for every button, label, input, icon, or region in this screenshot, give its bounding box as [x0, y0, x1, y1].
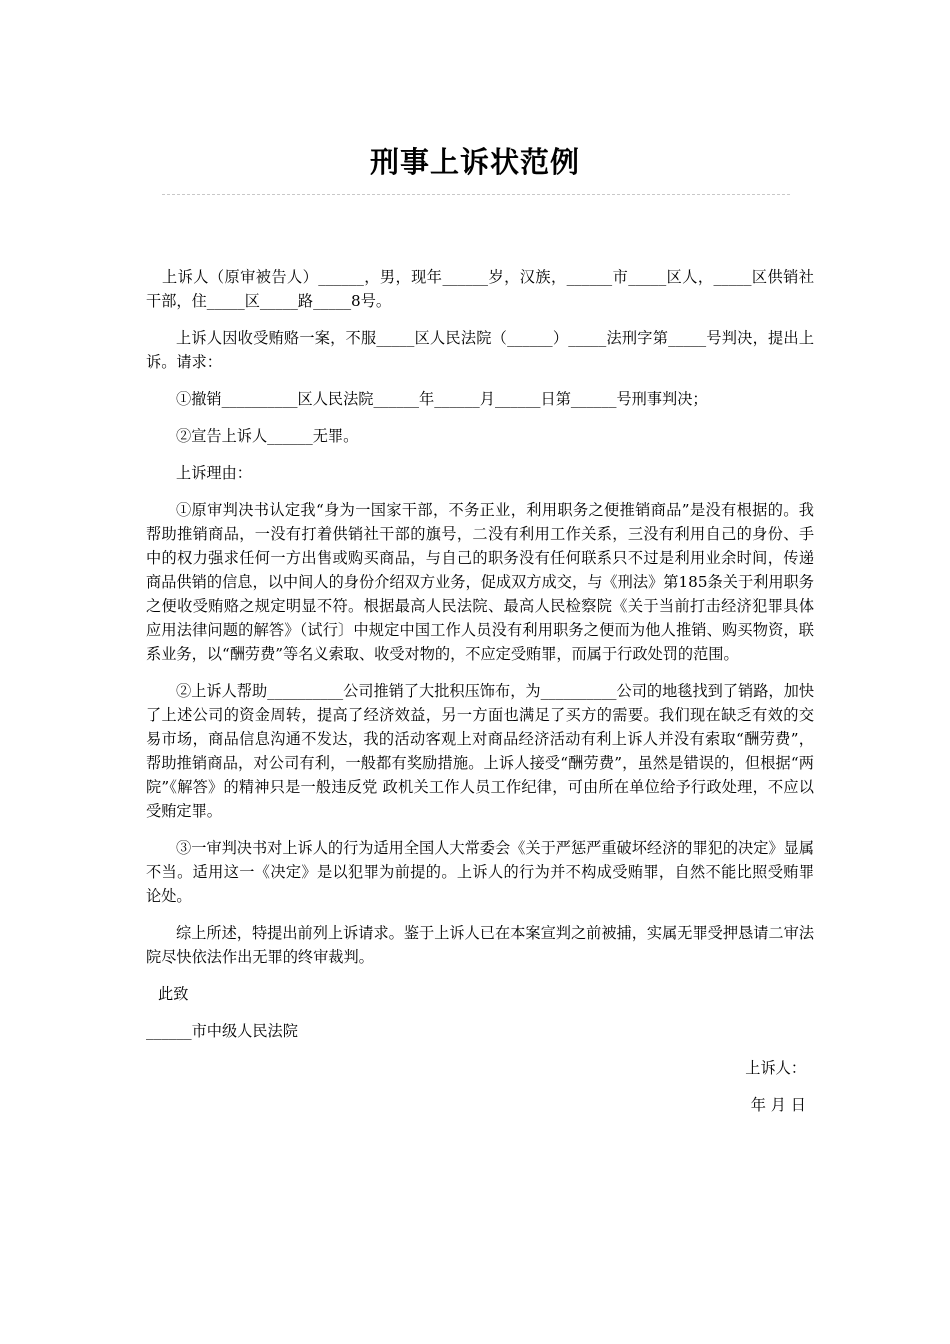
appeal-case-paragraph: 上诉人因收受贿赂一案，不服_____区人民法院（______）_____法刑字第_____号判决，提出上诉。请求： [146, 329, 814, 371]
appeal-reasons-heading: 上诉理由： [176, 464, 252, 482]
summary-paragraph: 综上所述，特提出前列上诉请求。鉴于上诉人已在本案宣判之前被捕，实属无罪受押恳请二审法院尽快依法作出无罪的终审裁判。 [146, 924, 814, 966]
reason-paragraph-2: ②上诉人帮助__________公司推销了大批积压饰布，为__________公司的地毯找到了销路，加快了上述公司的资金周转，提高了经济效益，另一方面也满足了买方的需要。我们现在缺乏有效的交易市场，商品信息沟通不发达，我的活动客观上对商品经济活动有利上诉人并没有索取“酬劳费”，帮助推销商品，对公司有利，一般都有奖励措施。上诉人接受“酬劳费”，虽然是错误的，但根据“两院”《解答》的精神只是一般违反党 政机关工作人员工作纪律，可由所在单位给予行政处理，不应以受贿定罪。 [146, 682, 814, 820]
document-title: 刑事上诉状范例 [369, 145, 580, 179]
reason-paragraph-1: ①原审判决书认定我“身为一国家干部，不务正业，利用职务之便推销商品”是没有根据的。我帮助推销商品，一没有打着供销社干部的旗号，二没有利用工作关系，三没有利用自己的身份、手中的权力强求任何一方出售或购买商品，与自己的职务没有任何联系只不过是利用业余时间，传递商品供销的信息，以中间人的身份介绍双方业务，促成双方成交，与《刑法》第185条关于利用职务之便收受贿赂之规定明显不符。根据最高人民法院、最高人民检察院《关于当前打击经济犯罪具体应用法律问题的解答》（试行〕中规定中国工作人员没有利用职务之便而为他人推销、购买物资，联系业务，以“酬劳费”等名义索取、收受对物的，不应定受贿罪，而属于行政处罚的范围。 [146, 501, 814, 663]
reason-paragraph-3: ③一审判决书对上诉人的行为适用全国人大常委会《关于严惩严重破坏经济的罪犯的决定》显属不当。适用这一《决定》是以犯罪为前提的。上诉人的行为并不构成受贿罪，自然不能比照受贿罪论处。 [146, 839, 814, 905]
date-line: 年 月 日 [750, 1096, 806, 1114]
title-divider [162, 194, 790, 195]
document-body [146, 265, 814, 1130]
request-item-2: ②宣告上诉人______无罪。 [176, 427, 359, 445]
addressee-court: ______市中级人民法院 [146, 1022, 298, 1040]
request-item-1: ①撤销__________区人民法院______年______月______日第______号刑事判决； [176, 390, 708, 408]
signature-line: 上诉人： [745, 1059, 806, 1077]
closing-salutation: 此致 [158, 985, 189, 1003]
appellant-info-paragraph: 上诉人（原审被告人）______，男，现年______岁，汉族，______市_____区人，_____区供销社干部，住_____区_____路_____8号。 [146, 268, 814, 310]
